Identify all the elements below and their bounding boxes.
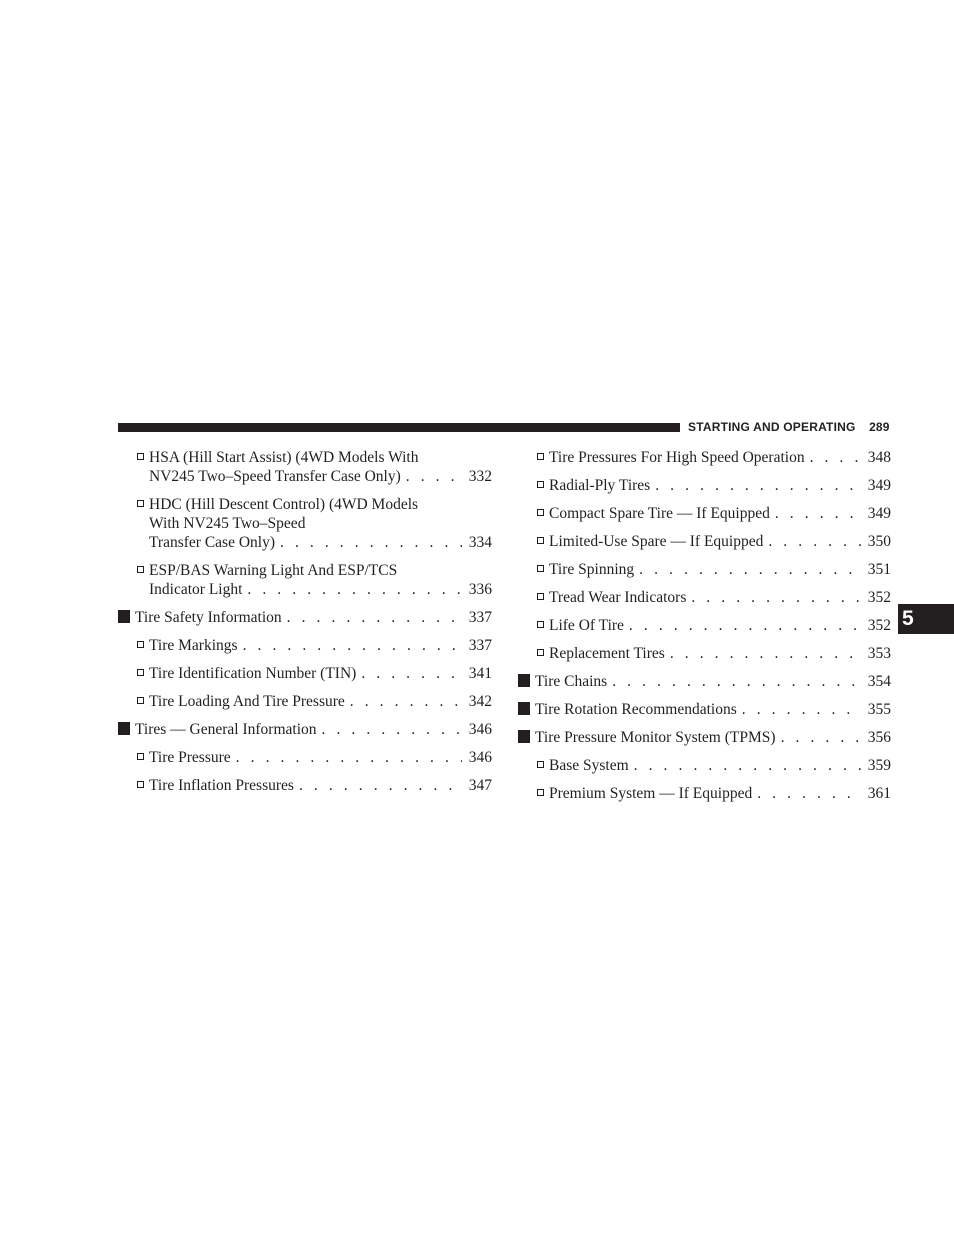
toc-subsection-entry[interactable] xyxy=(518,756,891,775)
toc-line xyxy=(535,700,891,719)
toc-subsection-entry[interactable] xyxy=(118,776,492,795)
toc-page-number: 352 xyxy=(867,589,891,606)
toc-page-number: 341 xyxy=(468,665,492,682)
toc-subsection-entry[interactable] xyxy=(518,560,891,579)
toc-entry-title: With NV245 Two–Speed xyxy=(149,515,306,532)
toc-entry-title: Tire Loading And Tire Pressure xyxy=(149,693,345,710)
toc-subsection-entry[interactable] xyxy=(518,616,891,635)
hollow-square-bullet-icon xyxy=(537,789,544,796)
dot-leader xyxy=(686,588,861,607)
dot-leader xyxy=(776,728,861,747)
toc-entry-title: Tire Chains xyxy=(535,673,608,690)
toc-entry-title: NV245 Two–Speed Transfer Case Only) xyxy=(149,468,401,485)
chapter-tab[interactable]: 5 xyxy=(898,604,954,634)
toc-section-entry[interactable] xyxy=(118,608,492,627)
toc-line xyxy=(149,561,492,580)
toc-subsection-entry[interactable] xyxy=(118,664,492,683)
hollow-square-bullet-icon xyxy=(537,453,544,460)
toc-page-number: 359 xyxy=(867,757,891,774)
toc-line xyxy=(549,644,891,663)
toc-page-number: 349 xyxy=(867,505,891,522)
toc-page-number: 351 xyxy=(867,561,891,578)
toc-page-number: 352 xyxy=(867,617,891,634)
toc-entry-title: Indicator Light xyxy=(149,581,243,598)
toc-subsection-entry[interactable] xyxy=(118,748,492,767)
toc-entry-title: Tire Pressure xyxy=(149,749,231,766)
toc-subsection-entry[interactable] xyxy=(118,561,492,599)
toc-page-number: 354 xyxy=(867,673,891,690)
toc-line xyxy=(149,692,492,711)
toc-subsection-entry[interactable] xyxy=(118,692,492,711)
toc-entry-title: HSA (Hill Start Assist) (4WD Models With xyxy=(149,449,419,466)
toc-left-column xyxy=(118,448,492,795)
filled-square-bullet-icon xyxy=(518,702,530,715)
toc-entry-title: Premium System — If Equipped xyxy=(549,785,753,802)
hollow-square-bullet-icon xyxy=(537,509,544,516)
toc-right-column xyxy=(518,448,891,803)
toc-entry-title: Life Of Tire xyxy=(549,617,624,634)
toc-subsection-entry[interactable] xyxy=(118,636,492,655)
toc-entry-title: Tire Safety Information xyxy=(135,609,282,626)
toc-page-number: 346 xyxy=(468,749,492,766)
toc-line xyxy=(149,514,492,533)
toc-entry-title: HDC (Hill Descent Control) (4WD Models xyxy=(149,496,419,513)
dot-leader xyxy=(763,532,861,551)
running-header xyxy=(688,420,890,434)
dot-leader xyxy=(752,784,861,803)
toc-entry-title: ESP/BAS Warning Light And ESP/TCS xyxy=(149,562,398,579)
toc-line xyxy=(535,672,891,691)
hollow-square-bullet-icon xyxy=(537,593,544,600)
dot-leader xyxy=(401,467,462,486)
toc-subsection-entry[interactable] xyxy=(518,644,891,663)
toc-line xyxy=(135,720,492,739)
toc-line xyxy=(549,448,891,467)
toc-page-number: 356 xyxy=(867,729,891,746)
header-rule xyxy=(118,423,680,432)
toc-entry-title: Replacement Tires xyxy=(549,645,665,662)
toc-entry-title: Tire Spinning xyxy=(549,561,635,578)
toc-line xyxy=(549,616,891,635)
toc-entry-title: Compact Spare Tire — If Equipped xyxy=(549,505,770,522)
toc-entry-title: Tires — General Information xyxy=(135,721,317,738)
hollow-square-bullet-icon xyxy=(137,781,144,788)
toc-subsection-entry[interactable] xyxy=(518,532,891,551)
toc-page-number: 347 xyxy=(468,777,492,794)
toc-subsection-entry[interactable] xyxy=(518,504,891,523)
dot-leader xyxy=(275,533,462,552)
hollow-square-bullet-icon xyxy=(137,500,144,507)
hollow-square-bullet-icon xyxy=(137,669,144,676)
toc-line xyxy=(135,608,492,627)
toc-entry-title: Tire Identification Number (TIN) xyxy=(149,665,357,682)
dot-leader xyxy=(607,672,861,691)
dot-leader xyxy=(629,756,861,775)
dot-leader xyxy=(770,504,861,523)
hollow-square-bullet-icon xyxy=(537,761,544,768)
toc-page-number: 346 xyxy=(468,721,492,738)
toc-line xyxy=(535,728,891,747)
toc-page-number: 334 xyxy=(468,534,492,551)
hollow-square-bullet-icon xyxy=(137,453,144,460)
toc-page-number: 336 xyxy=(468,581,492,598)
dot-leader xyxy=(634,560,861,579)
toc-line xyxy=(549,504,891,523)
dot-leader xyxy=(737,700,861,719)
toc-section-entry[interactable] xyxy=(118,720,492,739)
toc-line xyxy=(549,756,891,775)
toc-entry-title: Tire Markings xyxy=(149,637,238,654)
toc-section-entry[interactable] xyxy=(518,728,891,747)
toc-line xyxy=(149,776,492,795)
toc-subsection-entry[interactable] xyxy=(518,588,891,607)
hollow-square-bullet-icon xyxy=(137,697,144,704)
toc-page-number: 355 xyxy=(867,701,891,718)
toc-line xyxy=(549,588,891,607)
toc-entry-title: Tire Inflation Pressures xyxy=(149,777,294,794)
filled-square-bullet-icon xyxy=(518,730,530,743)
toc-line xyxy=(549,476,891,495)
toc-entry-title: Transfer Case Only) xyxy=(149,534,275,551)
toc-page-number: 337 xyxy=(468,609,492,626)
toc-entry-title: Tire Pressures For High Speed Operation xyxy=(549,449,805,466)
dot-leader xyxy=(238,636,462,655)
toc-page-number: 337 xyxy=(468,637,492,654)
toc-subsection-entry[interactable] xyxy=(518,784,891,803)
filled-square-bullet-icon xyxy=(518,674,530,687)
toc-entry-title: Base System xyxy=(549,757,629,774)
toc-line xyxy=(549,532,891,551)
dot-leader xyxy=(282,608,462,627)
toc-line xyxy=(149,495,492,514)
toc-line xyxy=(149,664,492,683)
dot-leader xyxy=(231,748,462,767)
hollow-square-bullet-icon xyxy=(137,641,144,648)
dot-leader xyxy=(624,616,861,635)
toc-line xyxy=(549,784,891,803)
toc-line xyxy=(149,448,492,467)
filled-square-bullet-icon xyxy=(118,722,130,735)
toc-entry-title: Tread Wear Indicators xyxy=(549,589,687,606)
toc-line xyxy=(149,580,492,599)
toc-entry-title: Tire Rotation Recommendations xyxy=(535,701,737,718)
hollow-square-bullet-icon xyxy=(137,566,144,573)
toc-line xyxy=(149,748,492,767)
hollow-square-bullet-icon xyxy=(537,565,544,572)
toc-subsection-entry[interactable] xyxy=(518,448,891,467)
toc-entry-title: Limited-Use Spare — If Equipped xyxy=(549,533,764,550)
toc-page-number: 332 xyxy=(468,468,492,485)
dot-leader xyxy=(665,644,861,663)
toc-line xyxy=(149,636,492,655)
toc-page-number: 349 xyxy=(867,477,891,494)
toc-line xyxy=(549,560,891,579)
toc-section-entry[interactable] xyxy=(518,672,891,691)
dot-leader xyxy=(294,776,462,795)
toc-section-entry[interactable] xyxy=(518,700,891,719)
hollow-square-bullet-icon xyxy=(537,537,544,544)
page-number: 289 xyxy=(869,420,890,434)
dot-leader xyxy=(345,692,462,711)
toc-subsection-entry[interactable] xyxy=(118,448,492,486)
toc-subsection-entry[interactable] xyxy=(118,495,492,552)
dot-leader xyxy=(356,664,462,683)
toc-subsection-entry[interactable] xyxy=(518,476,891,495)
dot-leader xyxy=(242,580,462,599)
toc-page-number: 348 xyxy=(867,449,891,466)
toc-page-number: 361 xyxy=(867,785,891,802)
toc-entry-title: Radial-Ply Tires xyxy=(549,477,651,494)
dot-leader xyxy=(650,476,861,495)
hollow-square-bullet-icon xyxy=(537,649,544,656)
toc-line xyxy=(149,533,492,552)
filled-square-bullet-icon xyxy=(118,610,130,623)
dot-leader xyxy=(805,448,861,467)
hollow-square-bullet-icon xyxy=(537,481,544,488)
toc-line xyxy=(149,467,492,486)
dot-leader xyxy=(317,720,462,739)
hollow-square-bullet-icon xyxy=(537,621,544,628)
section-title: STARTING AND OPERATING xyxy=(688,420,856,434)
hollow-square-bullet-icon xyxy=(137,753,144,760)
toc-page-number: 353 xyxy=(867,645,891,662)
toc-page-number: 350 xyxy=(867,533,891,550)
toc-entry-title: Tire Pressure Monitor System (TPMS) xyxy=(535,729,776,746)
toc-page-number: 342 xyxy=(468,693,492,710)
